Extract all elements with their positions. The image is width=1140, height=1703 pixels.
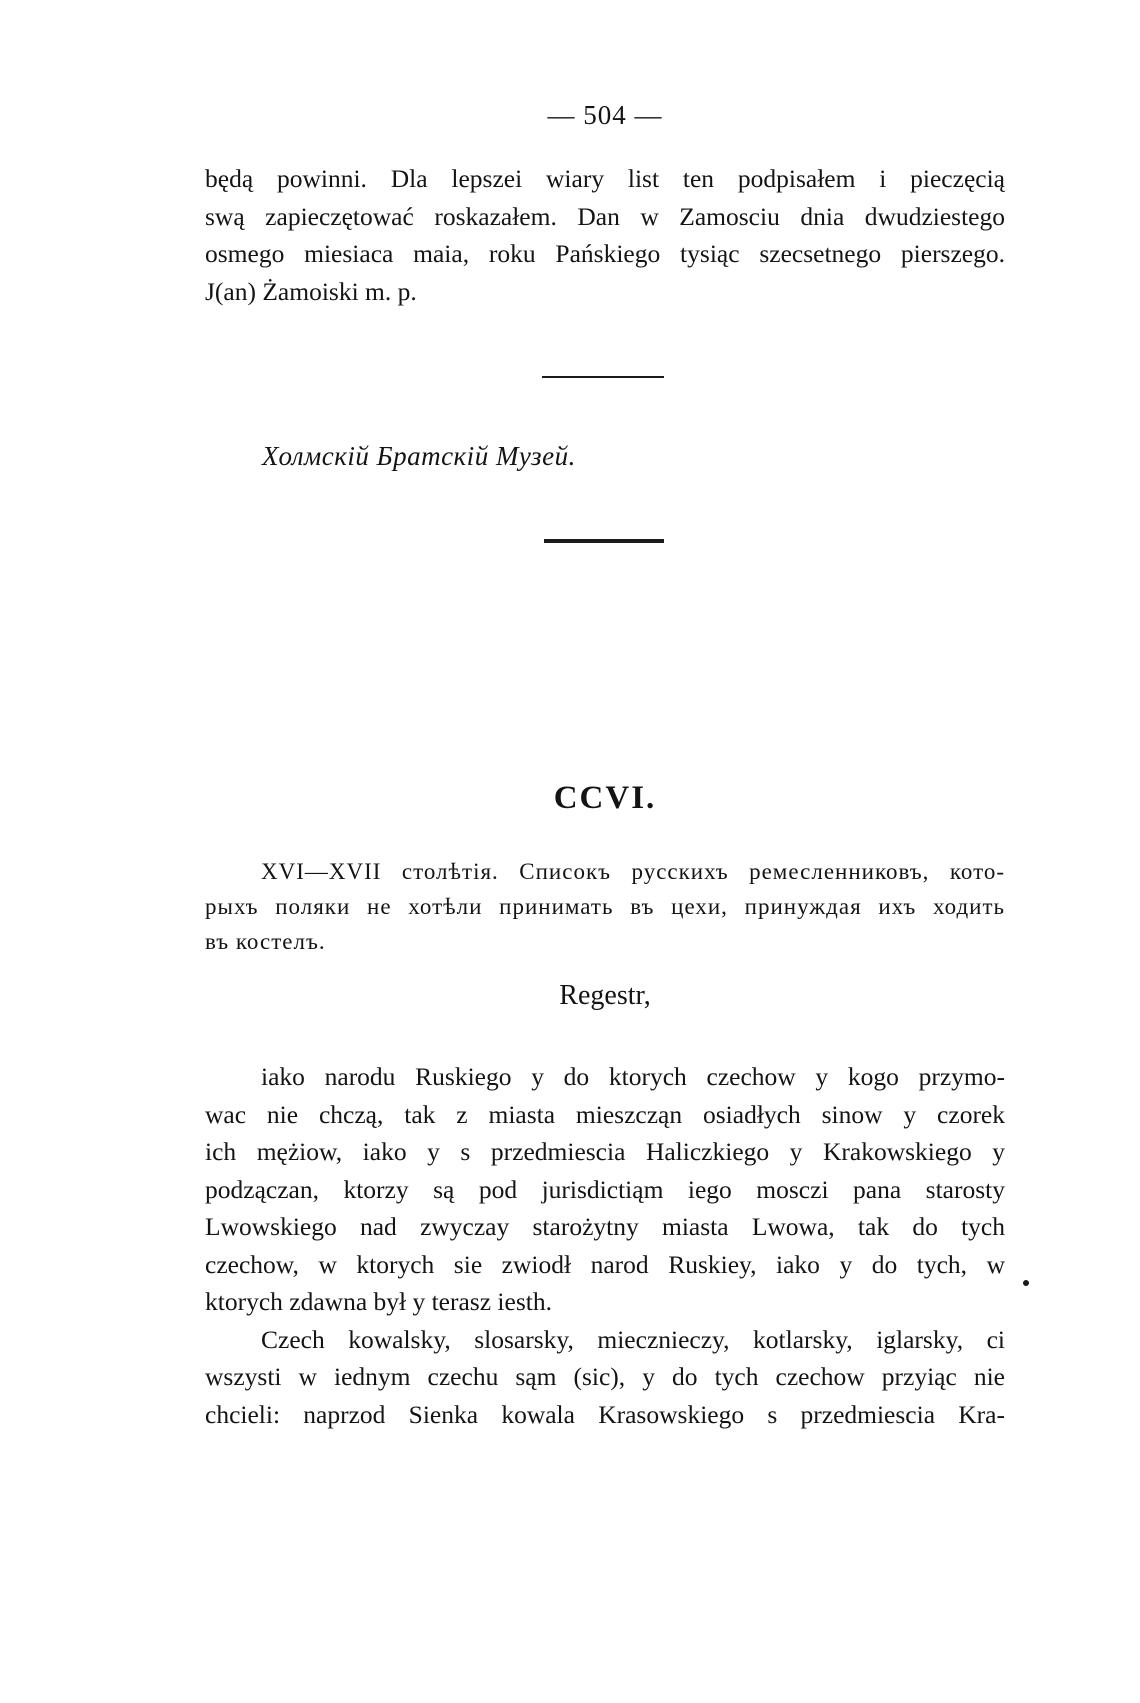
body-paragraph-1 (205, 1058, 1005, 1433)
body-line: podzączan, ktorzy są pod jurisdictiąm iego mosczi pana starosty (205, 1174, 1005, 1204)
section-divider-rule (544, 539, 664, 543)
page-number: — 504 — (547, 100, 663, 130)
summary-line: въ костелъ. (205, 929, 326, 954)
source-heading: Холмскій Братскій Музей. (262, 441, 576, 471)
body-line: czechow, w ktorych sie zwiodł narod Ruskiey, iako y do tych, w (205, 1249, 1005, 1279)
body-line: wac nie chczą, tak z miasta mieszcząn osiadłych sinow y czorek (205, 1099, 1005, 1129)
intro-signature-line: J(an) Żamoiski m. p. (205, 276, 417, 306)
document-summary (205, 854, 1005, 959)
section-number: CCVI. (553, 780, 657, 816)
intro-line: będą powinni. Dla lepszei wiary list ten podpisałem i pieczęcią (205, 164, 1005, 193)
body-line: chcieli: naprzod Sienka kowala Krasowskiego s przedmiescia Kra- (205, 1399, 1005, 1429)
summary-line: XVI—XVII столѣтія. Списокъ русскихъ ремесленниковъ, кото- (261, 859, 1005, 884)
body-line: iako narodu Ruskiego y do ktorych czechow y kogo przymo- (261, 1062, 1005, 1091)
intro-line: osmego miesiaca maia, roku Pańskiego tysiąc szecsetnego pierszego. (205, 239, 1005, 268)
body-line: ich mężiow, iako y s przedmiescia Haliczkiego y Krakowskiego y (205, 1137, 1005, 1166)
intro-paragraph (205, 160, 1005, 310)
body-line: wszysti w iednym czechu sąm (sic), y do tych czechow przyiąc nie (205, 1362, 1005, 1391)
intro-line: swą zapieczętować roskazałem. Dan w Zamosciu dnia dwudziestego (205, 201, 1005, 231)
body-line: Czech kowalsky, slosarsky, miecznieczy, kotlarsky, iglarsky, ci (261, 1324, 1005, 1354)
summary-line: рыхъ поляки не хотѣли принимать въ цехи, принуждая ихъ ходить (205, 894, 1005, 919)
ink-speck (1023, 1280, 1029, 1286)
body-line: Lwowskiego nad zwyczay starożytny miasta Lwowa, tak do tych (205, 1212, 1005, 1241)
document-title: Regestr, (559, 980, 651, 1011)
separator-rule (542, 376, 664, 378)
body-line: ktorych zdawna był y terasz iesth. (205, 1287, 552, 1316)
